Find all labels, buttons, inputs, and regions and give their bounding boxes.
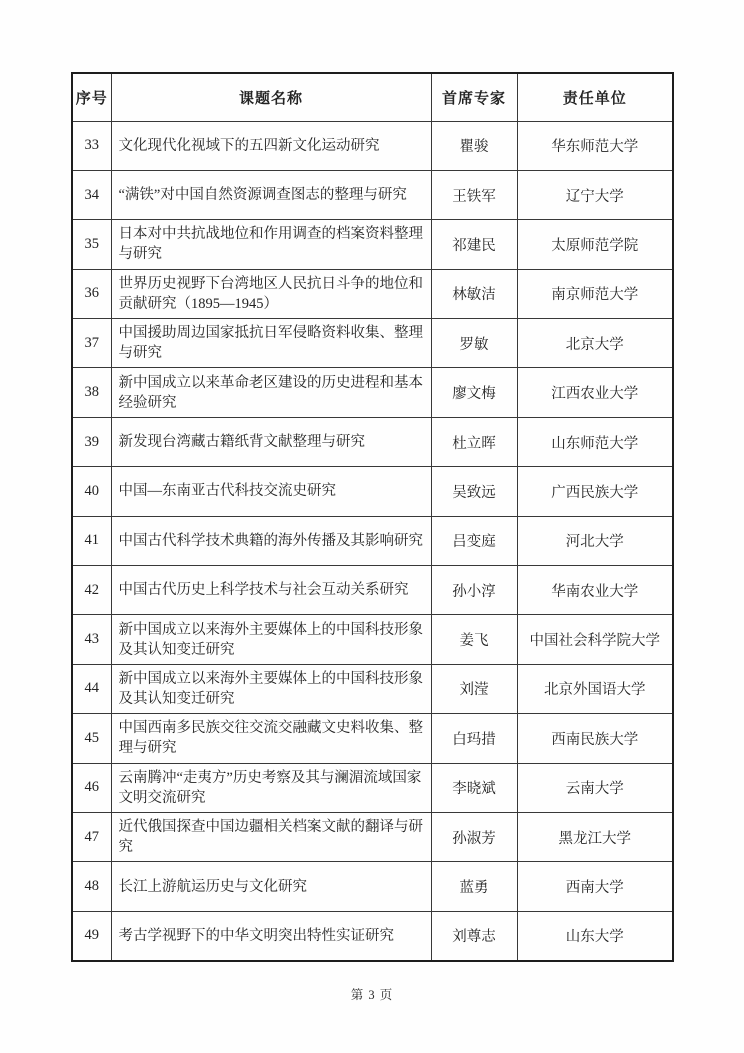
- cell-no: 44: [72, 664, 111, 713]
- table-row: [72, 467, 673, 516]
- cell-no: 39: [72, 417, 111, 466]
- cell-expert: 白玛措: [431, 714, 517, 763]
- cell-title: 考古学视野下的中华文明突出特性实证研究: [111, 911, 431, 960]
- table-row: [72, 911, 673, 960]
- table-row: [72, 763, 673, 812]
- cell-expert: 刘尊志: [431, 911, 517, 960]
- table-body: [72, 121, 673, 961]
- cell-unit: 太原师范学院: [517, 220, 673, 269]
- cell-no: 37: [72, 319, 111, 368]
- cell-title: 中国—东南亚古代科技交流史研究: [111, 467, 431, 516]
- cell-expert: 蓝勇: [431, 862, 517, 911]
- table-row: [72, 714, 673, 763]
- cell-title: 世界历史视野下台湾地区人民抗日斗争的地位和贡献研究（1895—1945）: [111, 269, 431, 318]
- cell-unit: 华东师范大学: [517, 121, 673, 170]
- cell-no: 47: [72, 812, 111, 861]
- cell-title: 中国古代科学技术典籍的海外传播及其影响研究: [111, 516, 431, 565]
- cell-title: 新中国成立以来海外主要媒体上的中国科技形象及其认知变迁研究: [111, 664, 431, 713]
- cell-title: 云南腾冲“走夷方”历史考察及其与澜湄流域国家文明交流研究: [111, 763, 431, 812]
- cell-unit: 南京师范大学: [517, 269, 673, 318]
- cell-expert: 吴致远: [431, 467, 517, 516]
- cell-expert: 刘滢: [431, 664, 517, 713]
- cell-no: 40: [72, 467, 111, 516]
- cell-unit: 西南大学: [517, 862, 673, 911]
- cell-title: 文化现代化视域下的五四新文化运动研究: [111, 121, 431, 170]
- col-header-no: 序号: [72, 73, 111, 121]
- table-row: [72, 368, 673, 417]
- cell-no: 36: [72, 269, 111, 318]
- cell-expert: 吕变庭: [431, 516, 517, 565]
- page-number: 第 3 页: [350, 988, 394, 1002]
- cell-expert: 姜飞: [431, 615, 517, 664]
- table-row: [72, 220, 673, 269]
- cell-unit: 河北大学: [517, 516, 673, 565]
- table-row: [72, 269, 673, 318]
- col-header-title: 课题名称: [111, 73, 431, 121]
- table-header-row: [72, 73, 673, 121]
- table-row: [72, 417, 673, 466]
- cell-title: 新发现台湾藏古籍纸背文献整理与研究: [111, 417, 431, 466]
- cell-unit: 山东师范大学: [517, 417, 673, 466]
- cell-expert: 瞿骏: [431, 121, 517, 170]
- table-row: [72, 812, 673, 861]
- cell-expert: 林敏洁: [431, 269, 517, 318]
- cell-no: 43: [72, 615, 111, 664]
- cell-unit: 黑龙江大学: [517, 812, 673, 861]
- cell-expert: 孙淑芳: [431, 812, 517, 861]
- cell-unit: 江西农业大学: [517, 368, 673, 417]
- table-row: [72, 121, 673, 170]
- table-row: [72, 516, 673, 565]
- cell-no: 41: [72, 516, 111, 565]
- table-row: [72, 664, 673, 713]
- table-row: [72, 170, 673, 219]
- cell-expert: 廖文梅: [431, 368, 517, 417]
- cell-expert: 杜立晖: [431, 417, 517, 466]
- cell-no: 42: [72, 566, 111, 615]
- cell-no: 38: [72, 368, 111, 417]
- cell-no: 35: [72, 220, 111, 269]
- cell-expert: 孙小淳: [431, 566, 517, 615]
- cell-title: 长江上游航运历史与文化研究: [111, 862, 431, 911]
- cell-no: 33: [72, 121, 111, 170]
- cell-unit: 北京大学: [517, 319, 673, 368]
- col-header-unit: 责任单位: [517, 73, 673, 121]
- cell-unit: 中国社会科学院大学: [517, 615, 673, 664]
- cell-title: 日本对中共抗战地位和作用调查的档案资料整理与研究: [111, 220, 431, 269]
- cell-no: 45: [72, 714, 111, 763]
- cell-unit: 山东大学: [517, 911, 673, 960]
- project-table: [71, 72, 674, 962]
- cell-expert: 王铁军: [431, 170, 517, 219]
- table-row: [72, 566, 673, 615]
- cell-unit: 云南大学: [517, 763, 673, 812]
- cell-title: 新中国成立以来革命老区建设的历史进程和基本经验研究: [111, 368, 431, 417]
- cell-title: 中国援助周边国家抵抗日军侵略资料收集、整理与研究: [111, 319, 431, 368]
- cell-title: 新中国成立以来海外主要媒体上的中国科技形象及其认知变迁研究: [111, 615, 431, 664]
- cell-no: 46: [72, 763, 111, 812]
- cell-expert: 祁建民: [431, 220, 517, 269]
- cell-title: 近代俄国探查中国边疆相关档案文献的翻译与研究: [111, 812, 431, 861]
- cell-title: 中国西南多民族交往交流交融藏文史料收集、整理与研究: [111, 714, 431, 763]
- table-row: [72, 862, 673, 911]
- cell-title: “满铁”对中国自然资源调查图志的整理与研究: [111, 170, 431, 219]
- cell-unit: 广西民族大学: [517, 467, 673, 516]
- table-row: [72, 615, 673, 664]
- cell-unit: 华南农业大学: [517, 566, 673, 615]
- cell-unit: 北京外国语大学: [517, 664, 673, 713]
- col-header-expert: 首席专家: [431, 73, 517, 121]
- cell-expert: 李晓斌: [431, 763, 517, 812]
- cell-no: 48: [72, 862, 111, 911]
- cell-title: 中国古代历史上科学技术与社会互动关系研究: [111, 566, 431, 615]
- cell-unit: 西南民族大学: [517, 714, 673, 763]
- cell-no: 49: [72, 911, 111, 960]
- cell-no: 34: [72, 170, 111, 219]
- table-row: [72, 319, 673, 368]
- cell-unit: 辽宁大学: [517, 170, 673, 219]
- cell-expert: 罗敏: [431, 319, 517, 368]
